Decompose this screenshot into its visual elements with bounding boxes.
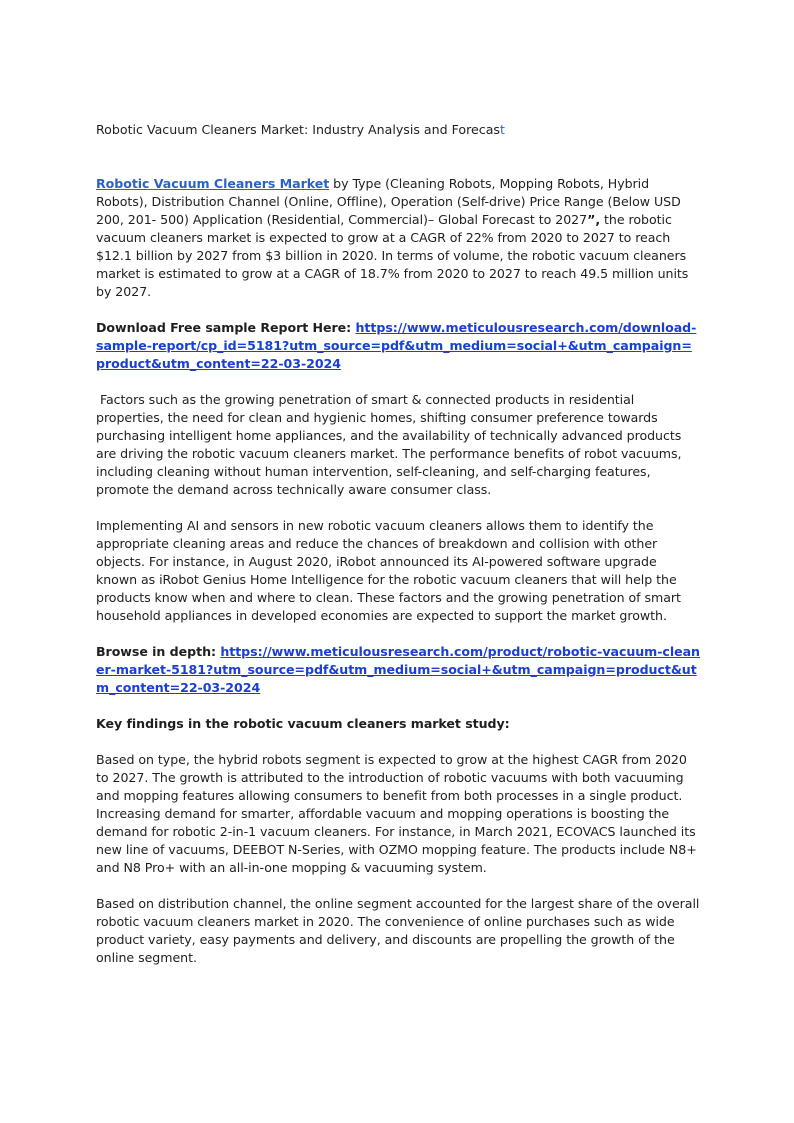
market-report-link[interactable]: Robotic Vacuum Cleaners Market — [96, 176, 330, 191]
intro-quote-mark: ”, — [587, 212, 601, 227]
ai-paragraph: Implementing AI and sensors in new robotic vacuum cleaners allows them to identify the appropriate cleaning areas and reduce the chances of breakdown and collision with other objects. For instance, in August 2020, iRobot announced its AI-powered software upgrade known as iRobot Genius Home Intelligence for the robotic vacuum cleaners that will help the products know when and where to clean. These factors and the growing penetration of smart household appliances in developed economies are expected to support the market growth. — [96, 518, 681, 623]
key-findings-heading: Key findings in the robotic vacuum cleaners market study: — [96, 716, 510, 731]
browse-in-depth-link[interactable]: https://www.meticulousresearch.com/product/robotic-vacuum-cleaner-market-5181?utm_source=pdf&utm_medium=social+&utm_campaign=product&utm_content=22-03-2024 — [96, 644, 700, 695]
factors-paragraph: Factors such as the growing penetration of smart & connected products in residential properties, the need for clean and hygienic homes, shifting consumer preference towards purchasing intelligent home appliances, and the availability of technically advanced products are driving the robotic vacuum cleaners market. The performance benefits of robot vacuums, including cleaning without human intervention, self-cleaning, and self-charging features, promote the demand across technically aware consumer class. — [96, 392, 686, 497]
channel-paragraph: Based on distribution channel, the online segment accounted for the largest share of the overall robotic vacuum cleaners market in 2020. The convenience of online purchases such as wide product variety, easy payments and delivery, and discounts are propelling the growth of the online segment. — [96, 896, 700, 965]
browse-label: Browse in depth: — [96, 644, 221, 659]
document-page — [96, 121, 700, 985]
intro-text-a: by Type (Cleaning Robots, Mopping Robots, Hybrid Robots), Distribution Channel (Online, Offline), Operation (Self-drive) Price Range (Below USD 200, 201- 500) Application (Residential, Commercial)– Global Forecast to 2027 — [96, 176, 681, 227]
download-paragraph — [96, 319, 700, 373]
document-title — [96, 121, 700, 139]
intro-paragraph — [96, 175, 700, 301]
title-last-letter: t — [499, 122, 505, 137]
type-paragraph: Based on type, the hybrid robots segment is expected to grow at the highest CAGR from 2020 to 2027. The growth is attributed to the introduction of robotic vacuums with both vacuuming and mopping features allowing consumers to benefit from both processes in a single product. Increasing demand for smarter, affordable vacuum and mopping operations is boosting the demand for robotic 2-in-1 vacuum cleaners. For instance, in March 2021, ECOVACS launched its new line of vacuums, DEEBOT N-Series, with OZMO mopping feature. The products include N8+ and N8 Pro+ with an all-in-one mopping & vacuuming system. — [96, 752, 697, 875]
browse-paragraph — [96, 643, 700, 697]
title-text: Robotic Vacuum Cleaners Market: Industry Analysis and Forecas — [96, 122, 500, 137]
download-sample-link[interactable]: https://www.meticulousresearch.com/download-sample-report/cp_id=5181?utm_source=pdf&utm_medium=social+&utm_campaign=product&utm_content=22-03-2024 — [96, 320, 697, 371]
download-label: Download Free sample Report Here: — [96, 320, 356, 335]
intro-text-b: the robotic vacuum cleaners market is expected to grow at a CAGR of 22% from 2020 to 2027 to reach $12.1 billion by 2027 from $3 billion in 2020. In terms of volume, the robotic vacuum cleaners market is estimated to grow at a CAGR of 18.7% from 2020 to 2027 to reach 49.5 million units by 2027. — [96, 212, 689, 299]
